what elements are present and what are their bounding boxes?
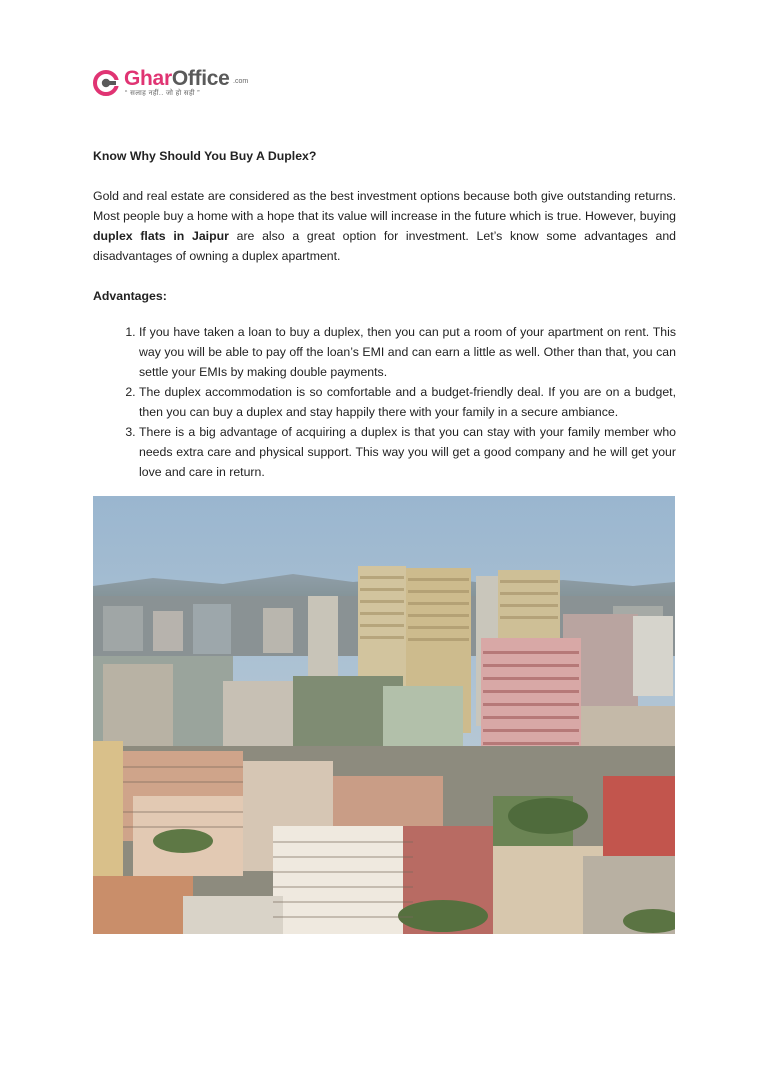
brand-logo[interactable]: [92, 66, 262, 102]
article-body: [93, 146, 676, 482]
logo-word-ghar: Ghar: [124, 67, 172, 90]
intro-text-end: are also a great option for investment. Let’s know some advantages and disadvantages of owning a duplex apartment.: [93, 229, 677, 263]
advantages-heading: Advantages:: [93, 289, 167, 303]
intro-keyword-link[interactable]: duplex flats in Jaipur: [93, 229, 229, 243]
list-item: 1. If you have taken a loan to buy a duplex, then you can put a room of your apartment on rent. This way you will be able to pay off the loan’s EMI and can earn a little as well. Other than that, you can settle your EMIs by making double payments.: [139, 322, 676, 382]
advantages-list: [93, 322, 676, 482]
article-title: Know Why Should You Buy A Duplex?: [93, 149, 317, 163]
intro-paragraph: [93, 186, 676, 266]
logo-wordmark: [124, 67, 230, 91]
gharoffice-logo-icon: [92, 67, 124, 99]
logo-word-office: Office: [171, 67, 230, 90]
list-item: 3. There is a big advantage of acquiring a duplex is that you can stay with your family member who needs extra care and physical support. This way you will get a good company and he will get your love and care in return.: [139, 422, 676, 482]
logo-domain-suffix: .com: [233, 78, 249, 85]
list-item: 2. The duplex accommodation is so comfortable and a budget-friendly deal. If you are on a budget, then you can buy a duplex and stay happily there with your family in a secure ambiance.: [139, 382, 676, 422]
intro-text-start: Gold and real estate are considered as the best investment options because both give outstanding returns. Most people buy a home with a hope that its value will increase in the future which is true. However, buying: [93, 189, 676, 223]
skyline-illustration: [93, 496, 675, 934]
logo-tagline: “ सलाह नहीं.. जो हो सही ”: [125, 90, 201, 97]
city-skyline-photo: [93, 496, 675, 934]
